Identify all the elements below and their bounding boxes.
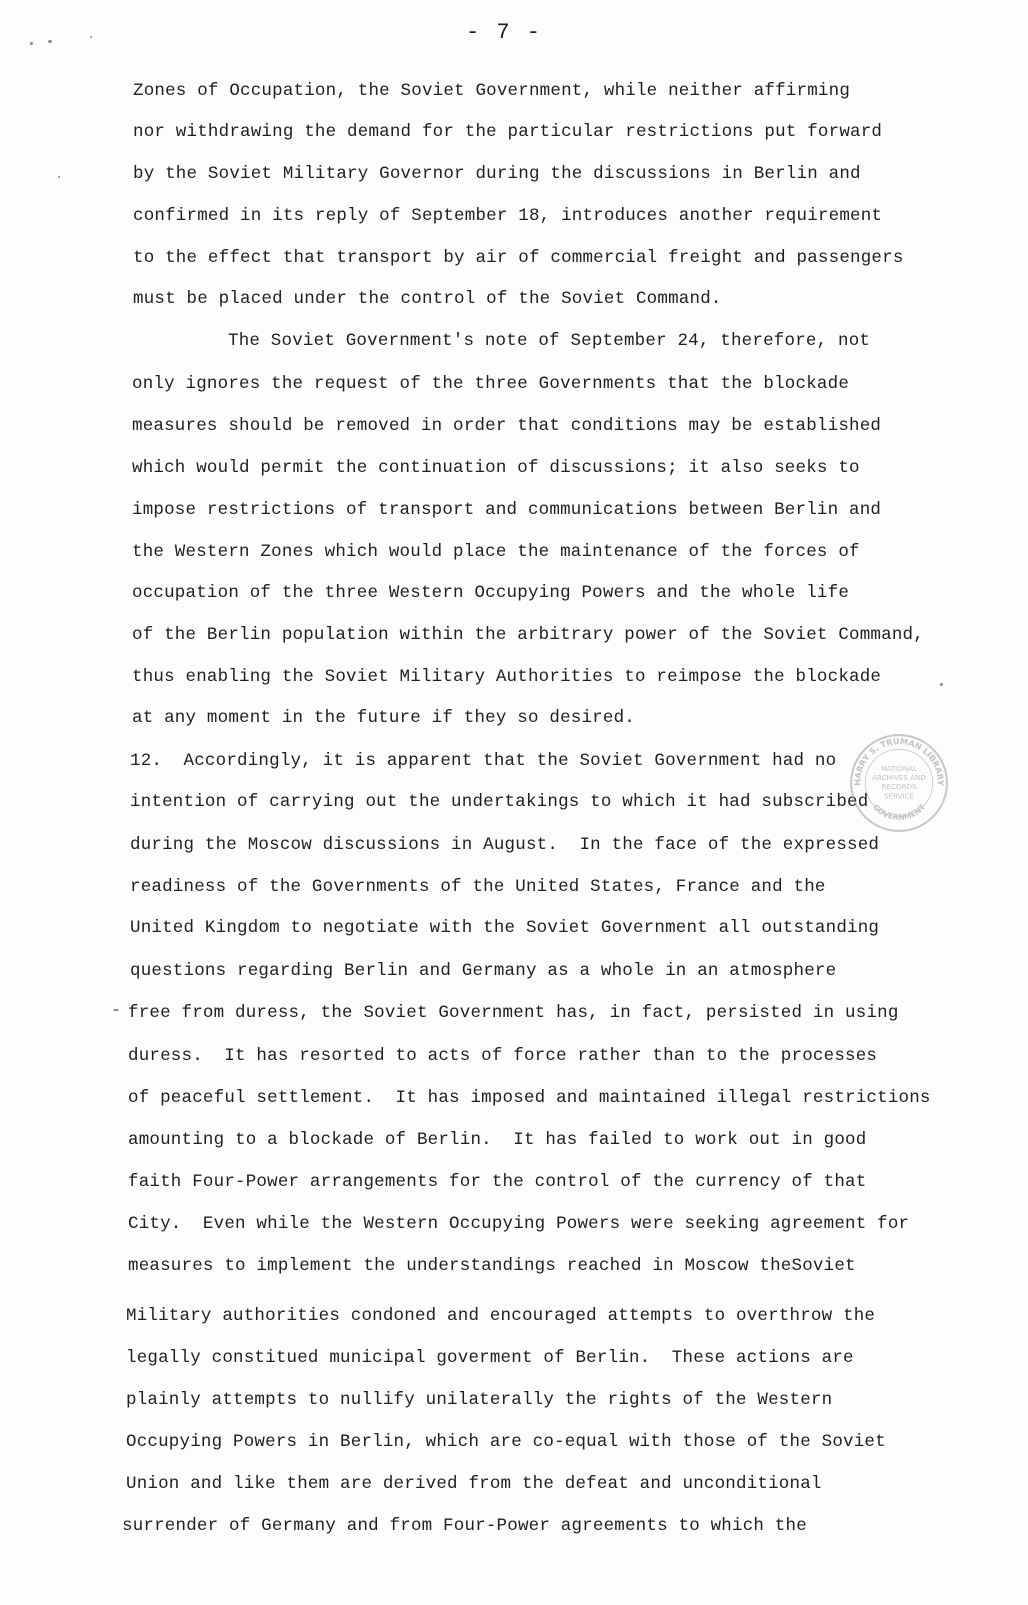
text-line: of peaceful settlement. It has imposed and maintained illegal restrictions [128, 1088, 931, 1108]
text-line: the Western Zones which would place the maintenance of the forces of [132, 542, 860, 562]
text-line: readiness of the Governments of the United States, France and the [130, 877, 826, 897]
text-line: faith Four-Power arrangements for the control of the currency of that [128, 1172, 867, 1192]
text-line: occupation of the three Western Occupying Powers and the whole life [132, 583, 850, 603]
text-line: questions regarding Berlin and Germany as a whole in an atmosphere [130, 961, 837, 981]
text-line: intention of carrying out the undertakings to which it had subscribed [130, 792, 869, 812]
text-line: City. Even while the Western Occupying Powers were seeking agreement for [128, 1214, 910, 1234]
text-line: plainly attempts to nullify unilaterally the rights of the Western [126, 1390, 833, 1410]
text-line: measures to implement the understandings reached in Moscow theSoviet [128, 1256, 856, 1276]
text-line: must be placed under the control of the Soviet Command. [133, 289, 722, 309]
text-line: Military authorities condoned and encouraged attempts to overthrow the [126, 1306, 876, 1326]
svg-text:SERVICE: SERVICE [883, 791, 915, 801]
text-line: measures should be removed in order that conditions may be established [132, 416, 882, 436]
scan-speck [58, 176, 60, 178]
text-line: nor withdrawing the demand for the particular restrictions put forward [133, 122, 883, 142]
text-line: during the Moscow discussions in August. In the face of the expressed [130, 835, 880, 855]
svg-text:RECORDS: RECORDS [881, 782, 917, 792]
text-line: impose restrictions of transport and communications between Berlin and [132, 500, 882, 520]
text-line: by the Soviet Military Governor during the discussions in Berlin and [133, 164, 861, 184]
page-number: - 7 - [465, 20, 542, 45]
text-line: surrender of Germany and from Four-Power agreements to which the [122, 1516, 807, 1536]
text-line: confirmed in its reply of September 18, introduces another requirement [133, 206, 883, 226]
text-line: at any moment in the future if they so desired. [132, 708, 635, 728]
svg-text:HARRY S. TRUMAN LIBRARY: HARRY S. TRUMAN LIBRARY [852, 736, 946, 786]
scan-speck [90, 36, 92, 38]
text-line: Zones of Occupation, the Soviet Government, while neither affirming [133, 81, 851, 101]
text-line: thus enabling the Soviet Military Authorities to reimpose the blockade [132, 667, 882, 687]
svg-text:ARCHIVES AND: ARCHIVES AND [872, 772, 926, 782]
scan-speck [48, 40, 52, 43]
text-line: which would permit the continuation of discussions; it also seeks to [132, 458, 860, 478]
scan-speck [113, 1009, 119, 1011]
archive-stamp-icon [848, 732, 950, 834]
text-line: free from duress, the Soviet Government has, in fact, persisted in using [128, 1003, 899, 1023]
text-line: amounting to a blockade of Berlin. It has failed to work out in good [128, 1130, 867, 1150]
text-line: The Soviet Government's note of September 24, therefore, not [228, 331, 871, 351]
scan-speck [940, 683, 943, 686]
text-line: of the Berlin population within the arbitrary power of the Soviet Command, [132, 625, 924, 645]
scan-speck [30, 42, 33, 45]
svg-text:GOVERNMENT: GOVERNMENT [870, 802, 928, 822]
text-line: duress. It has resorted to acts of force rather than to the processes [128, 1046, 878, 1066]
text-line: to the effect that transport by air of commercial freight and passengers [133, 248, 904, 268]
svg-text:NATIONAL: NATIONAL [881, 763, 917, 773]
text-line: Occupying Powers in Berlin, which are co-equal with those of the Soviet [126, 1432, 886, 1452]
text-line: Union and like them are derived from the defeat and unconditional [126, 1474, 822, 1494]
text-line: legally constitued municipal goverment of Berlin. These actions are [126, 1348, 854, 1368]
text-line: only ignores the request of the three Governments that the blockade [132, 374, 850, 394]
text-line: United Kingdom to negotiate with the Soviet Government all outstanding [130, 918, 880, 938]
text-line: 12. Accordingly, it is apparent that the Soviet Government had no [130, 751, 837, 771]
